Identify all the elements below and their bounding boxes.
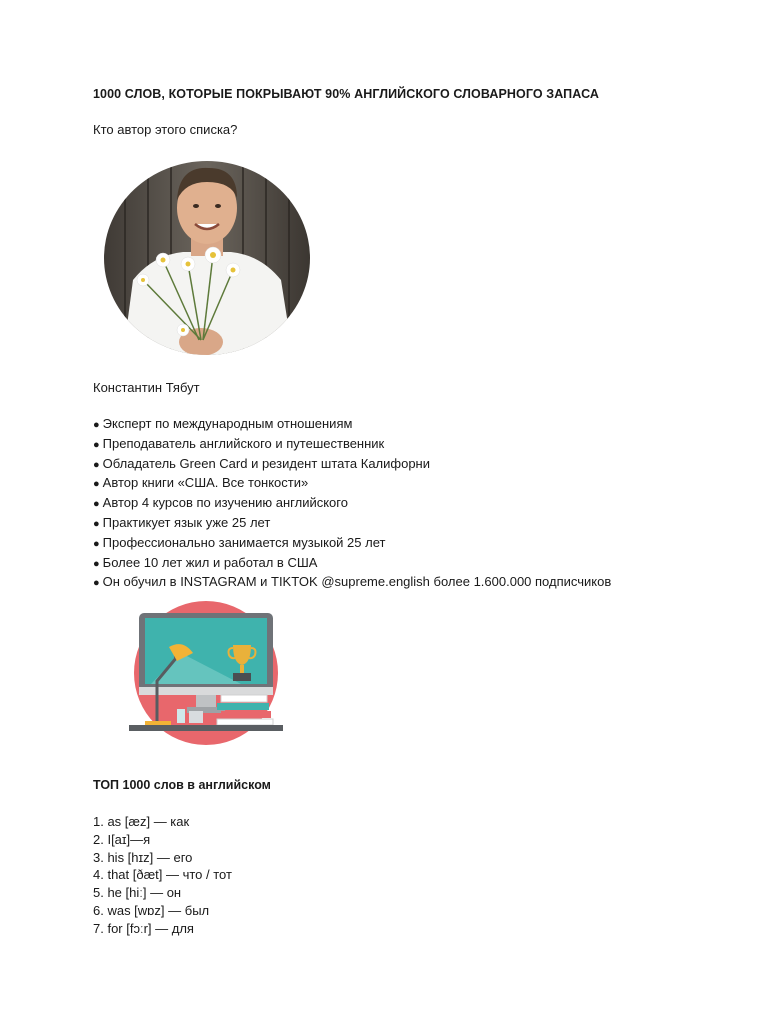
list-item: 6. was [wɒz] — был — [93, 902, 210, 918]
top-words-title: ТОП 1000 слов в английском — [93, 778, 271, 792]
list-item: ● Более 10 лет жил и работал в США — [93, 554, 318, 570]
bullet-icon: ● — [93, 517, 100, 530]
bullet-icon: ● — [93, 537, 100, 550]
bullet-icon: ● — [93, 498, 100, 511]
list-item: 2. I[aɪ]—я — [93, 831, 151, 847]
list-item: ● Профессионально занимается музыкой 25 лет — [93, 534, 386, 550]
list-item: ● Автор книги «США. Все тонкости» — [93, 475, 309, 491]
list-item: ● Преподаватель английского и путешественник — [93, 435, 385, 451]
list-item: ● Эксперт по международным отношениям — [93, 416, 353, 431]
words-list — [93, 813, 232, 938]
bullet-icon: ● — [93, 419, 100, 431]
list-item: 7. for [fɔːr] — для — [93, 920, 194, 936]
author-photo — [103, 160, 311, 356]
list-item: ● Практикует язык уже 25 лет — [93, 514, 271, 530]
list-item: 4. that [ðæt] — что / тот — [93, 867, 232, 883]
list-item: ● Автор 4 курсов по изучению английского — [93, 495, 348, 511]
list-item: 5. he [hiː] — он — [93, 885, 182, 901]
bullet-icon: ● — [93, 438, 100, 451]
desk-illustration — [121, 595, 291, 745]
bullet-icon: ● — [93, 458, 100, 471]
author-name: Константин Тябут — [93, 380, 200, 395]
list-item: 3. his [hɪz] — его — [93, 849, 193, 865]
bullet-icon: ● — [93, 478, 100, 491]
document-title: 1000 СЛОВ, КОТОРЫЕ ПОКРЫВАЮТ 90% АНГЛИЙСКОГО СЛОВАРНОГО ЗАПАСА — [93, 87, 600, 101]
list-item: 1. as [æz] — как — [93, 814, 190, 829]
author-question: Кто автор этого списка? — [93, 122, 238, 137]
bullet-icon: ● — [93, 577, 100, 590]
list-item: ● Он обучил в INSTAGRAM и TIKTOK @supreme.english более 1.600.000 подписчиков — [93, 574, 612, 590]
author-facts-list — [93, 415, 611, 593]
list-item: ● Обладатель Green Card и резидент штата Калифорни — [93, 455, 430, 471]
bullet-icon: ● — [93, 557, 100, 570]
